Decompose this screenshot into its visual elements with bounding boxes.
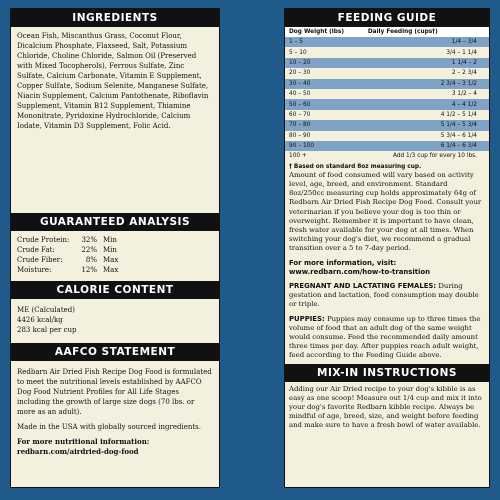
dog-weight-cell: 100 +: [285, 151, 364, 161]
guaranteed-analysis-header: GUARANTEED ANALYSIS: [11, 213, 219, 231]
daily-feeding-cell: 6 1/4 – 6 3/4: [364, 141, 489, 151]
dog-weight-column: Dog Weight (lbs): [285, 27, 364, 37]
feeding-table-row: [285, 110, 489, 120]
dog-weight-cell: 70 – 80: [285, 120, 364, 130]
feeding-table-row: [285, 151, 489, 161]
feeding-guide-header: FEEDING GUIDE: [285, 9, 489, 27]
right-label-panel: [284, 8, 490, 488]
feeding-table-row: [285, 99, 489, 109]
daily-feeding-column: Daily Feeding (cups†): [364, 27, 489, 37]
made-in-usa: Made in the USA with globally sourced ingredients.: [17, 423, 201, 431]
daily-feeding-cell: 3 1/2 – 4: [364, 89, 489, 99]
dog-weight-cell: 10 – 20: [285, 58, 364, 68]
feeding-guide-text: Amount of food consumed will vary based on activity level, age, breed, and environment. Standard 8oz/250cc measuring cup holds approximately 64g of Redbarn Air Dried Fish Recipe Dog Food. Consult your veterinarian if you believe your dog is too thin or overweight. Remember it is important to have clean, fresh water available for your dog at all times. When switching your dog's diet, we recommend a gradual transition over a 5 to 7-day period.: [289, 170, 482, 253]
dog-weight-cell: 20 – 30: [285, 68, 364, 78]
dog-weight-cell: 5 – 10: [285, 47, 364, 57]
ga-row: [17, 255, 213, 265]
dog-weight-cell: 90 – 100: [285, 141, 364, 151]
ga-name: Crude Fat:: [17, 246, 55, 254]
daily-feeding-cell: 2 – 2 3/4: [364, 68, 489, 78]
ga-qualifier: Min: [103, 246, 117, 254]
calorie-per-cup: 283 kcal per cup: [17, 326, 77, 334]
dog-weight-cell: 50 – 60: [285, 99, 364, 109]
left-label-panel: [10, 8, 220, 488]
mix-in-text: Adding our Air Dried recipe to your dog's kibble is as easy as one scoop! Measure out 1/4 cup and mix it into your dog's favorite Redbarn kibble recipe. Always be mindful of age, breed, size, and weight before feeding and make sure to have a fresh bowl of water available.: [289, 384, 482, 430]
daily-feeding-cell: 5 3/4 – 6 1/4: [364, 131, 489, 141]
daily-feeding-cell: Add 1/3 cup for every 10 lbs.: [364, 151, 489, 161]
ga-qualifier: Max: [103, 256, 119, 264]
calorie-method: ME (Calculated): [17, 306, 76, 314]
pregnant-lactating-label: PREGNANT AND LACTATING FEMALES:: [289, 281, 437, 290]
dog-weight-cell: 60 – 70: [285, 110, 364, 120]
ingredients-text: Ocean Fish, Miscanthus Grass, Coconut Flour, Dicalcium Phosphate, Flaxseed, Salt, Potassium Chloride, Choline Chloride, Salmon Oil (Preserved with Mixed Tocopherols), Ferrous Sulfate, Zinc Sulfate, Calcium Carbonate, Vitamin E Supplement, Copper Sulfate, Sodium Selenite, Manganese Sulfate, Niacin Supplement, Calcium Pantothenate, Riboflavin Supplement, Vitamin B12 Supplement, Thiamine Mononitrate, Pyridoxine Hydrochloride, Calcium Iodate, Vitamin D3 Supplement, Folic Acid.: [17, 32, 209, 130]
feeding-table-row: [285, 68, 489, 78]
measuring-cup-note: † Based on standard 8oz measuring cup.: [289, 163, 422, 170]
pregnant-lactating-note: [289, 282, 485, 310]
aafco-body: [11, 361, 219, 461]
puppies-label: PUPPIES:: [289, 314, 325, 323]
transition-info-url: www.redbarn.com/how-to-transition: [289, 267, 431, 276]
puppies-note: [289, 315, 485, 361]
ga-name: Crude Fiber:: [17, 256, 63, 264]
ga-value: 32%: [81, 236, 97, 244]
ga-qualifier: Min: [103, 236, 117, 244]
aafco-header: AAFCO STATEMENT: [11, 343, 219, 361]
feeding-table-header: [285, 27, 489, 37]
dog-weight-cell: 30 – 40: [285, 79, 364, 89]
nutrition-info-label: For more nutritional information:: [17, 437, 150, 446]
ga-row: [17, 265, 213, 275]
ga-name: Crude Protein:: [17, 236, 70, 244]
feeding-table-row: [285, 58, 489, 68]
feeding-table-row: [285, 120, 489, 130]
calorie-per-kg: 4426 kcal/kg: [17, 316, 63, 324]
daily-feeding-cell: 2 3/4 – 3 1/2: [364, 79, 489, 89]
mix-in-header: MIX-IN INSTRUCTIONS: [285, 364, 489, 382]
ingredients-header: INGREDIENTS: [11, 9, 219, 27]
daily-feeding-cell: 1 1/4 – 2: [364, 58, 489, 68]
ga-row: [17, 235, 213, 245]
feeding-table: [285, 27, 489, 162]
ga-qualifier: Max: [103, 266, 119, 274]
feeding-table-row: [285, 89, 489, 99]
daily-feeding-cell: 4 – 4 1/2: [364, 99, 489, 109]
puppies-text: Puppies may consume up to three times the volume of food that an adult dog of the same weight would consume. Feed the recommended daily amount three times per day. After puppies reach adult weight, feed according to the Feeding Guide above.: [289, 314, 481, 360]
ga-value: 22%: [81, 246, 97, 254]
transition-info-label: For more information, visit:: [289, 258, 397, 267]
calorie-content-body: [11, 299, 219, 343]
aafco-statement: Redbarn Air Dried Fish Recipe Dog Food is formulated to meet the nutritional levels established by AAFCO Dog Food Nutrient Profiles for All Life Stages including the growth of large size dogs (70 lbs. or more as an adult).: [17, 368, 212, 416]
ga-value: 12%: [81, 266, 97, 274]
calorie-content-header: CALORIE CONTENT: [11, 281, 219, 299]
nutrition-info-url: redbarn.com/airdried-dog-food: [17, 447, 139, 456]
ga-name: Moisture:: [17, 266, 52, 274]
feeding-table-row: [285, 131, 489, 141]
feeding-table-row: [285, 79, 489, 89]
dog-weight-cell: 80 – 90: [285, 131, 364, 141]
daily-feeding-cell: 4 1/2 – 5 1/4: [364, 110, 489, 120]
daily-feeding-cell: 3/4 – 1 1/4: [364, 47, 489, 57]
guaranteed-analysis-table: [11, 231, 219, 281]
feeding-table-row: [285, 37, 489, 47]
feeding-table-row: [285, 141, 489, 151]
daily-feeding-cell: 5 1/4 – 5 3/4: [364, 120, 489, 130]
ga-row: [17, 245, 213, 255]
pregnant-lactating-text: During gestation and lactation, food consumption may double or triple.: [289, 281, 479, 309]
feeding-guide-body: [285, 170, 489, 364]
feeding-table-row: [285, 47, 489, 57]
dog-weight-cell: 40 – 50: [285, 89, 364, 99]
daily-feeding-cell: 1/4 – 3/4: [364, 37, 489, 47]
ga-value: 8%: [85, 256, 97, 264]
dog-weight-cell: 1 – 5: [285, 37, 364, 47]
